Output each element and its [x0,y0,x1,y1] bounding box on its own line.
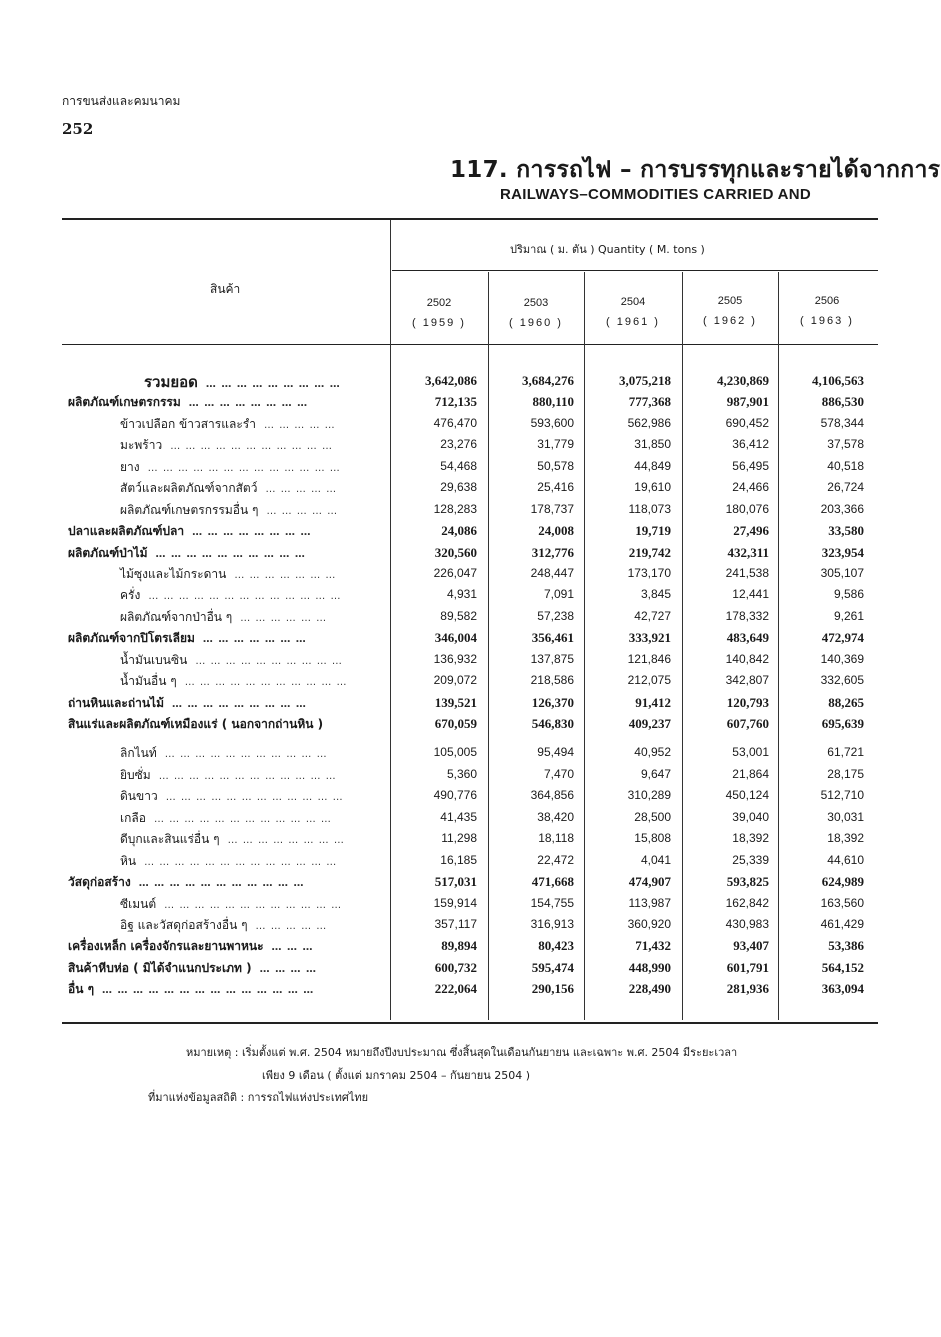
table-row [62,871,878,892]
row-label [68,937,314,956]
value-cell: 21,864 [732,766,769,781]
value-cell: 89,894 [441,938,477,954]
row-label-text: วัสดุก่อสร้าง [68,875,131,890]
table-row [62,413,878,434]
value-cell: 4,041 [640,852,671,867]
table-body [62,370,878,1000]
value-cell: 25,339 [732,852,769,867]
value-cell: 9,647 [640,766,671,781]
value-cell: 42,727 [634,608,671,623]
value-cell: 173,170 [627,565,671,580]
value-cell: 562,986 [627,415,671,430]
row-label [120,501,338,520]
value-cell: 71,432 [635,938,671,954]
value-cell: 578,344 [820,415,864,430]
row-label [120,586,342,605]
value-cell: 19,719 [635,523,671,539]
table-row [62,370,878,391]
value-cell: 56,495 [732,458,769,473]
table-row [62,542,878,563]
row-label-text: ยาง [120,459,140,474]
value-cell: 483,649 [726,630,769,646]
remark-line-1: หมายเหตุ : เริ่มตั้งแต่ พ.ศ. 2504 หมายถึงปีงบประมาณ ซึ่งสิ้นสุดในเดือนกันยายน และเฉพาะ พ.ศ. 2504 มีระยะเวลา [186,1046,738,1059]
value-cell: 323,954 [821,544,864,560]
page-number: 252 [62,120,94,138]
value-cell: 159,914 [433,895,477,910]
value-cell: 3,642,086 [425,373,477,388]
leader-dots: … … … … … … … [234,569,337,581]
value-cell: 28,500 [634,809,671,824]
table-row [62,649,878,670]
value-cell: 316,913 [530,916,574,931]
leader-dots: … … … … … [255,920,328,932]
value-cell: 356,461 [531,630,574,646]
row-label-text: เกลือ [120,810,146,825]
row-label [68,544,306,563]
row-label [120,608,327,627]
year-ce: ( 1961 ) [606,316,660,328]
value-cell: 450,124 [725,788,769,803]
quantity-caption-rule [392,270,878,271]
value-cell: 91,412 [635,694,671,710]
value-cell: 136,932 [433,651,477,666]
year-ce: ( 1962 ) [703,315,757,327]
table-row [62,785,878,806]
value-cell: 593,600 [530,415,574,430]
value-cell: 512,710 [820,788,864,803]
value-cell: 9,261 [833,608,864,623]
value-cell: 126,370 [531,694,574,710]
row-label [120,830,345,849]
value-cell: 37,578 [827,437,864,452]
row-label [120,852,337,871]
remark-line-2: เพียง 9 เดือน ( ตั้งแต่ มกราคม 2504 – กันยายน 2504 ) [262,1069,531,1082]
value-cell: 180,076 [725,501,769,516]
value-cell: 80,423 [538,938,574,954]
value-cell: 28,175 [827,766,864,781]
row-label-text: หิน [120,853,137,868]
value-cell: 128,283 [433,501,477,516]
value-cell: 53,001 [732,745,769,760]
value-cell: 22,472 [537,852,574,867]
table-row [62,692,878,713]
row-label-text: สินค้าหีบห่อ ( มิได้จำแนกประเภท ) [68,960,252,975]
row-label-text: ยิบซั่ม [120,767,151,782]
value-cell: 50,578 [537,458,574,473]
leader-dots: … … … … … … [240,612,328,624]
value-cell: 120,793 [726,694,769,710]
row-label-text: อิฐ และวัสดุก่อสร้างอื่น ๆ [120,917,248,932]
value-cell: 44,849 [634,458,671,473]
value-cell: 472,974 [821,630,864,646]
row-label [120,479,337,498]
value-cell: 600,732 [434,959,477,975]
value-cell: 312,776 [531,544,574,560]
value-cell: 61,721 [827,745,864,760]
value-cell: 31,779 [537,437,574,452]
value-cell: 16,185 [440,852,477,867]
value-cell: 121,846 [627,651,671,666]
value-cell: 241,538 [725,565,769,580]
value-cell: 105,005 [433,745,477,760]
table-row [62,391,878,412]
row-label [68,873,305,892]
value-cell: 363,094 [821,981,864,997]
leader-dots: … … … … … … … … … … … [170,441,333,453]
row-label [68,959,317,978]
row-label [120,895,342,914]
value-cell: 38,420 [537,809,574,824]
table-row [62,764,878,785]
value-cell: 53,386 [828,938,864,954]
value-cell: 89,582 [440,608,477,623]
year-header-2505 [685,295,775,327]
value-cell: 140,842 [725,651,769,666]
row-label [120,458,341,477]
leader-dots: … … … … … … … … … … … [138,878,305,890]
value-cell: 39,040 [732,809,769,824]
value-cell: 695,639 [821,716,864,731]
value-cell: 430,983 [725,916,769,931]
value-cell: 228,490 [628,981,671,997]
row-label-text: น้ำมันเบนซิน [120,652,188,667]
value-cell: 595,474 [531,959,574,975]
leader-dots: … … … … … … … … … [172,698,307,710]
value-cell: 490,776 [433,788,477,803]
header-bottom-rule [62,344,878,345]
value-cell: 19,610 [634,480,671,495]
value-cell: 7,470 [543,766,574,781]
value-cell: 546,830 [531,716,574,731]
row-label [144,370,341,394]
value-cell: 886,530 [821,394,864,410]
value-cell: 26,724 [827,480,864,495]
table-row [62,584,878,605]
table-row [62,935,878,956]
year-be: 2505 [717,295,743,307]
value-cell: 209,072 [433,673,477,688]
table-row [62,914,878,935]
value-cell: 31,850 [634,437,671,452]
row-label-text: ผลิตภัณฑ์เกษตรกรรม [68,395,181,410]
table-bottom-rule [62,1022,878,1024]
value-cell: 18,118 [538,831,574,846]
value-cell: 203,366 [820,501,864,516]
leader-dots: … … … … … … … … … … … … … [148,591,342,603]
value-cell: 24,008 [538,523,574,539]
leader-dots: … … … … … … … … … … … … … [144,856,338,868]
row-label [120,766,337,785]
value-cell: 24,466 [732,480,769,495]
row-label-text: ข้าวเปลือก ข้าวสารและรำ [120,416,256,431]
value-cell: 139,521 [434,694,477,710]
value-cell: 24,086 [441,523,477,539]
table-row [62,434,878,455]
leader-dots: … … … … … … … … … … … … [153,813,332,825]
value-cell: 342,807 [725,673,769,688]
table-row [62,742,878,763]
value-cell: 178,332 [725,608,769,623]
leader-dots: … … … … … [265,484,338,496]
row-label [120,415,336,434]
row-spacer [62,734,878,742]
value-cell: 471,668 [531,874,574,890]
value-cell: 333,921 [628,630,671,646]
quantity-caption: ปริมาณ ( ม. ตัน ) Quantity ( M. tons ) [510,243,705,256]
value-cell: 54,468 [440,458,477,473]
row-header-label: สินค้า [210,282,241,296]
year-header-2502 [394,297,484,329]
row-label-text: ซีเมนต์ [120,896,157,911]
row-label [68,694,307,713]
value-cell: 364,856 [530,788,574,803]
value-cell: 409,237 [628,716,671,731]
value-cell: 607,760 [726,716,769,731]
row-label-text: สัตว์และผลิตภัณฑ์จากสัตว์ [120,481,258,496]
value-cell: 880,110 [532,394,574,410]
value-cell: 624,989 [821,874,864,890]
value-cell: 162,842 [725,895,769,910]
leader-dots: … … … … … … … … [188,398,309,410]
value-cell: 248,447 [530,565,574,580]
value-cell: 432,311 [727,544,769,560]
table-row [62,499,878,520]
value-cell: 137,875 [530,651,574,666]
value-cell: 305,107 [820,565,864,580]
value-cell: 15,808 [634,831,671,846]
table-row [62,520,878,541]
table-row [62,957,878,978]
row-label-text: ผลิตภัณฑ์จากปิโตรเลียม [68,631,195,646]
row-label-text: มะพร้าว [120,438,163,453]
table-row [62,807,878,828]
row-label [68,629,307,648]
value-cell: 593,825 [726,874,769,890]
value-cell: 320,560 [434,544,477,560]
row-label-text: เครื่องเหล็ก เครื่องจักรและยานพาหนะ [68,939,264,954]
year-ce: ( 1963 ) [800,315,854,327]
row-label [68,393,308,412]
value-cell: 30,031 [827,809,864,824]
row-label-text: ดินขาว [120,789,158,804]
value-cell: 11,298 [441,831,477,846]
value-cell: 690,452 [725,415,769,430]
leader-dots: … … … … … … … … [227,835,345,847]
value-cell: 218,586 [530,673,574,688]
value-cell: 25,416 [537,480,574,495]
value-cell: 226,047 [433,565,477,580]
row-label-text: ถ่านหินและถ่านไม้ [68,695,165,710]
leader-dots: … … … … … … … … … … … [164,749,328,761]
value-cell: 36,412 [732,437,769,452]
row-label-text: ครั่ง [120,588,141,603]
year-be: 2504 [620,296,646,308]
table-row [62,477,878,498]
year-be: 2506 [814,295,840,307]
table-row [62,893,878,914]
year-ce: ( 1959 ) [412,317,466,329]
row-label-text: ผลิตภัณฑ์จากป่าอื่น ๆ [120,609,233,624]
value-cell: 95,494 [537,745,574,760]
value-cell: 222,064 [434,981,477,997]
leader-dots: … … … … … … … … … … … … [164,899,343,911]
table-row [62,670,878,691]
table-title-english: RAILWAYS–COMMODITIES CARRIED AND [500,186,812,203]
value-cell: 517,031 [434,874,477,890]
value-cell: 4,931 [446,587,477,602]
value-cell: 9,586 [833,587,864,602]
value-cell: 670,059 [434,716,477,731]
value-cell: 57,238 [537,608,574,623]
value-cell: 33,580 [828,523,864,539]
table-row [62,850,878,871]
value-cell: 712,135 [434,394,477,410]
value-cell: 18,392 [827,831,864,846]
leader-dots: … … … … … … … … … [205,379,341,390]
value-cell: 461,429 [820,916,864,931]
section-heading: การขนส่งและคมนาคม [62,94,181,108]
value-cell: 154,755 [530,895,574,910]
year-header-2506 [782,295,872,327]
leader-dots: … … … … … [266,505,339,517]
value-cell: 290,156 [531,981,574,997]
leader-dots: … … … … … … … … … … … … … [147,462,341,474]
row-label-text: ดีบุกและสินแร่อื่น ๆ [120,832,220,847]
year-ce: ( 1960 ) [509,317,563,329]
value-cell: 5,360 [446,766,477,781]
row-label [120,651,343,670]
leader-dots: … … … … … … … … … … … … [158,770,337,782]
year-be: 2503 [523,297,549,309]
row-label-text: น้ำมันอื่น ๆ [120,674,177,689]
leader-dots: … … … … … … … [202,634,307,646]
leader-dots: … … … … … … … … … … [155,548,306,560]
value-cell: 18,392 [732,831,769,846]
value-cell: 163,560 [820,895,864,910]
value-cell: 23,276 [440,437,477,452]
value-cell: 281,936 [726,981,769,997]
leader-dots: … … … … … … … … [192,527,312,539]
value-cell: 346,004 [434,630,477,646]
row-label-text: ลิกไนท์ [120,746,157,761]
row-label-text: รวมยอด [144,373,198,391]
leader-dots: … … … … … [263,419,336,431]
table-title-thai: 117. การรถไฟ – การบรรทุกและรายได้จากการ [450,157,941,183]
table-top-rule [62,218,878,220]
value-cell: 12,441 [732,587,769,602]
value-cell: 3,075,218 [619,373,671,388]
row-label [68,980,314,999]
value-cell: 310,289 [627,788,671,803]
value-cell: 7,091 [543,587,574,602]
table-row [62,627,878,648]
value-cell: 601,791 [726,959,769,975]
value-cell: 212,075 [627,673,671,688]
table-row [62,563,878,584]
leader-dots: … … … … [259,963,318,975]
table-row [62,606,878,627]
row-label [120,809,332,828]
value-cell: 987,901 [726,394,769,410]
value-cell: 27,496 [733,523,769,539]
row-label-text: ไม้ซุงและไม้กระดาน [120,566,227,581]
value-cell: 44,610 [827,852,864,867]
value-cell: 140,369 [820,651,864,666]
value-cell: 178,737 [530,501,574,516]
value-cell: 113,987 [628,895,671,910]
year-be: 2502 [426,297,452,309]
value-cell: 332,605 [820,673,864,688]
row-label-text: ปลาและผลิตภัณฑ์ปลา [68,524,185,539]
value-cell: 474,907 [628,874,671,890]
row-label [120,787,344,806]
value-cell: 777,368 [628,394,671,410]
value-cell: 41,435 [440,809,477,824]
table-row [62,456,878,477]
leader-dots: … … … … … … … … … … … … [165,792,344,804]
leader-dots: … … … … … … … … … … … … … … [102,985,315,997]
row-label-text: อื่น ๆ [68,982,95,997]
value-cell: 88,265 [828,694,864,710]
row-label [120,916,327,935]
value-cell: 564,152 [821,959,864,975]
row-label [68,715,323,734]
leader-dots: … … … … … … … … … … [195,655,343,667]
year-header-2504 [588,296,678,328]
row-label [120,672,348,691]
value-cell: 40,518 [827,458,864,473]
table-row [62,828,878,849]
value-cell: 3,845 [640,587,671,602]
value-cell: 3,684,276 [522,373,574,388]
value-cell: 219,742 [628,544,671,560]
row-label [68,522,312,541]
value-cell: 118,073 [628,501,671,516]
leader-dots: … … … … … … … … … … … [184,677,348,689]
value-cell: 29,638 [440,480,477,495]
value-cell: 40,952 [634,745,671,760]
value-cell: 360,920 [627,916,671,931]
value-cell: 448,990 [628,959,671,975]
value-cell: 4,230,869 [717,373,769,388]
row-label [120,436,333,455]
value-cell: 93,407 [733,938,769,954]
source-note: ที่มาแห่งข้อมูลสถิติ : การรถไฟแห่งประเทศไทย [148,1091,369,1104]
row-label-text: สินแร่และผลิตภัณฑ์เหมืองแร่ ( นอกจากถ่านหิน ) [68,717,324,731]
row-label-text: ผลิตภัณฑ์เกษตรกรรมอื่น ๆ [120,502,259,517]
value-cell: 4,106,563 [812,373,864,388]
table-row [62,978,878,999]
leader-dots: … … … [271,942,314,954]
year-header-2503 [491,297,581,329]
row-label [120,744,328,763]
row-label-text: ผลิตภัณฑ์ป่าไม้ [68,545,148,560]
value-cell: 357,117 [434,916,477,931]
row-label [120,565,336,584]
table-row [62,713,878,734]
value-cell: 476,470 [433,415,477,430]
